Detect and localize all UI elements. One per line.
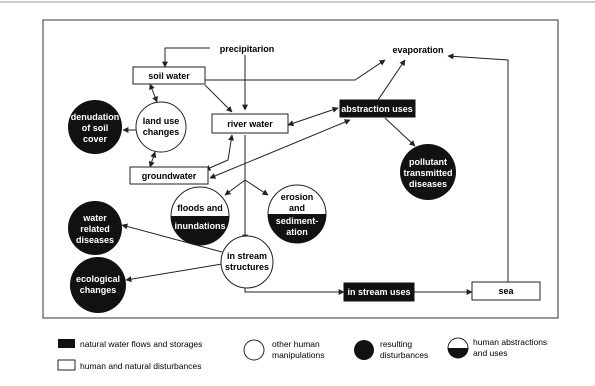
node-evaporation: evaporation [392, 45, 444, 55]
legend-swatch-black-rect [58, 339, 75, 348]
node-soil-water-label: soil water [148, 71, 190, 81]
erosion-line-4: ation [286, 227, 308, 237]
water-related-line-2: related [80, 224, 110, 234]
node-water-related-diseases [68, 201, 122, 255]
arrow-struct-uses [245, 285, 344, 292]
node-sea [472, 282, 540, 300]
node-precipitation: precipitarion [219, 44, 275, 54]
arrow-abstr-evap [378, 60, 405, 100]
node-in-stream-structures [221, 236, 273, 288]
water-related-line-3: diseases [75, 235, 115, 245]
node-erosion-sedimentation [268, 185, 326, 243]
arrow-landuse-ground [150, 152, 155, 167]
node-denudation [68, 100, 122, 154]
node-land-use-changes [136, 102, 186, 152]
legend-swatch-white-rect [58, 360, 75, 370]
node-abstraction-uses-label: abstraction uses [341, 104, 413, 114]
legend [58, 337, 547, 371]
arrow-abstr-poll [385, 118, 415, 146]
node-in-stream-uses [344, 283, 414, 301]
legend-human-abstr-2: and uses [473, 348, 508, 358]
node-in-stream-uses-label: in stream uses [347, 287, 411, 297]
node-ecological-changes [70, 257, 126, 313]
legend-swatch-half-circle-fill [448, 348, 468, 358]
floods-line-2: inundations [174, 221, 226, 231]
legend-other-human-2: manipulations [272, 350, 325, 360]
erosion-line-2: and [288, 203, 306, 213]
node-sea-label: sea [498, 286, 514, 296]
node-river-water [212, 114, 288, 133]
erosion-line-3: sediment- [275, 216, 319, 226]
denudation-line-3: cover [82, 134, 108, 144]
arrow-struct-eco [126, 264, 222, 280]
node-soil-water [133, 67, 205, 84]
land-use-line-1: land use [142, 116, 180, 126]
denudation-line-2: of soil [81, 123, 109, 133]
ecological-line-2: changes [79, 285, 117, 295]
floods-line-1: floods and [177, 203, 223, 213]
arrow-precip-soil [165, 48, 210, 67]
node-floods-inundations [171, 187, 229, 245]
legend-human-abstr-1: human abstractions [473, 337, 548, 347]
legend-resulting-2: disturbances [380, 350, 429, 360]
legend-human-natural: human and natural disturbances [80, 361, 202, 371]
legend-swatch-black-circle [354, 340, 374, 360]
pollutant-line-1: pollutant [409, 157, 447, 167]
node-groundwater-label: groundwater [141, 171, 197, 181]
pollutant-line-2: transmitted [403, 168, 453, 178]
legend-other-human-1: other human [272, 339, 320, 349]
arrow-river-abstr [288, 108, 338, 125]
land-use-line-2: changes [142, 127, 180, 137]
arrow-soil-landuse [150, 84, 157, 102]
arrow-ground-river [205, 135, 232, 170]
legend-resulting-1: resulting [380, 339, 413, 349]
legend-natural-flows: natural water flows and storages [80, 339, 203, 349]
node-river-water-label: river water [227, 119, 273, 129]
arrow-soil-evap [205, 60, 385, 80]
pollutant-line-3: diseases [408, 179, 448, 189]
structures-line-2: structures [224, 262, 270, 272]
node-pollutant [400, 144, 456, 200]
denudation-line-1: denudation [70, 112, 120, 122]
structures-line-1: in stream [226, 251, 268, 261]
erosion-line-1: erosion [280, 192, 314, 202]
arrow-sea-evap [448, 56, 508, 282]
arrow-soil-river [205, 85, 232, 112]
arrow-river-erosion [245, 180, 268, 195]
ecological-line-1: ecological [75, 274, 121, 284]
node-abstraction-uses [340, 100, 415, 117]
node-groundwater [130, 167, 208, 184]
water-related-line-1: water [83, 213, 107, 223]
arrow-river-floods [225, 180, 245, 195]
legend-swatch-white-circle [244, 340, 264, 360]
